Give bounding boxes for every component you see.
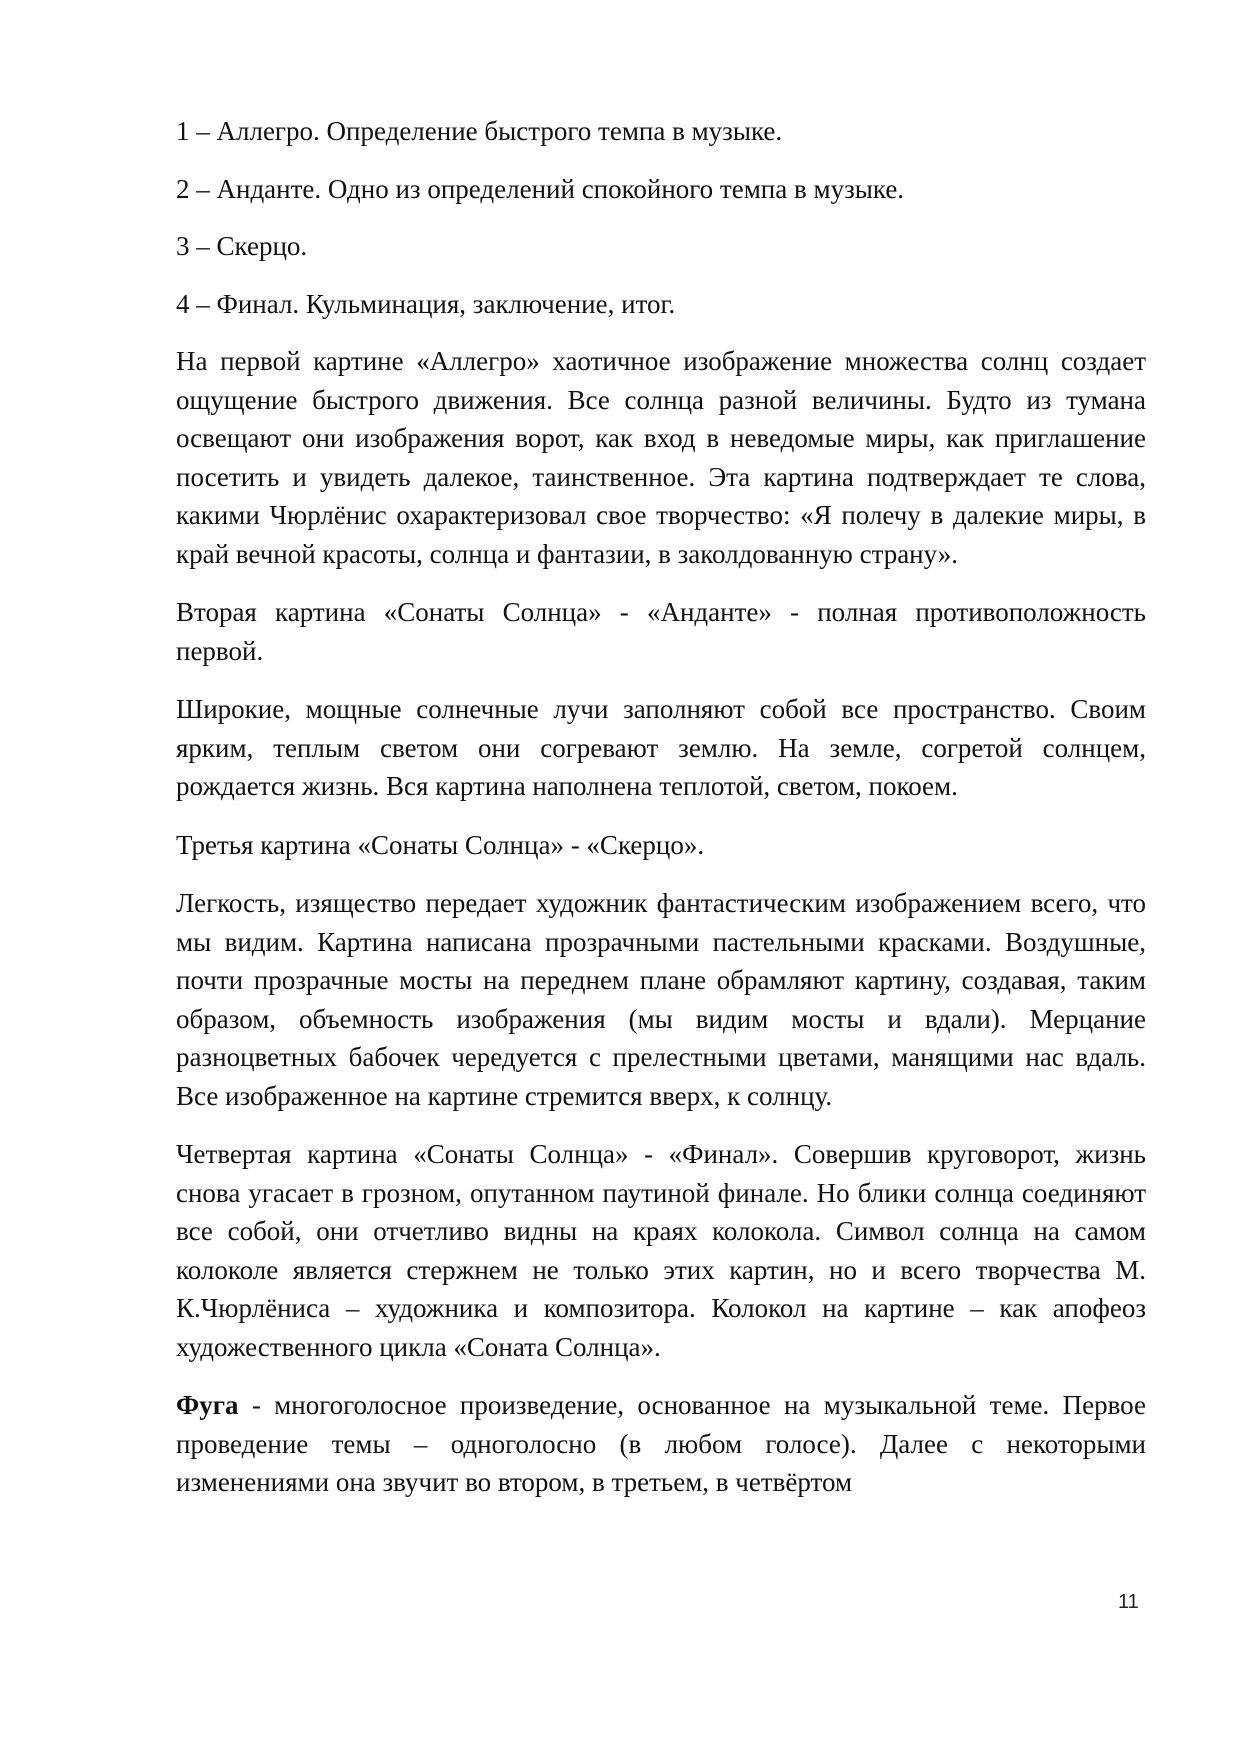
fugue-definition-text: - многоголосное произведение, основанное на музыкальной теме. Первое проведение темы – одноголосно (в любом голосе). Далее с некоторыми изменениями она звучит во втором, в третьем, в четвёртом bbox=[176, 1390, 1146, 1497]
fugue-term: Фуга bbox=[176, 1390, 239, 1420]
paragraph-scherzo-intro: Третья картина «Сонаты Солнца» - «Скерцо». bbox=[176, 829, 705, 860]
paragraph-finale-description: Четвертая картина «Сонаты Солнца» - «Финал». Совершив круговорот, жизнь снова угасает в грозном, опутанном паутиной финале. Но блики солнца соединяют все собой, они отчетливо видны на краях колокола. Символ солнца на самом колоколе является стержнем не только этих картин, но и всего творчества М. К.Чюрлёниса – художника и композитора. Колокол на картине – как апофеоз художественного цикла «Соната Солнца». bbox=[176, 1139, 1146, 1362]
page-body bbox=[176, 112, 1146, 1522]
list-item-finale: 4 – Финал. Кульминация, заключение, итог. bbox=[176, 288, 676, 319]
list-item-scherzo: 3 – Скерцо. bbox=[176, 231, 308, 261]
paragraph-fugue-definition bbox=[176, 1386, 1146, 1502]
paragraph-allegro-description: На первой картине «Аллегро» хаотичное изображение множества солнц создает ощущение быстрого движения. Все солнца разной величины. Будто из тумана освещают они изображения ворот, как вход в неведомые миры, как приглашение посетить и увидеть далекое, таинственное. Эта картина подтверждает те слова, какими Чюрлёнис охарактеризовал свое творчество: «Я полечу в далекие миры, в край вечной красоты, солнца и фантазии, в заколдованную страну». bbox=[176, 346, 1146, 569]
paragraph-andante-intro: Вторая картина «Сонаты Солнца» - «Анданте» - полная противоположность первой. bbox=[176, 597, 1146, 666]
paragraph-andante-description: Широкие, мощные солнечные лучи заполняют собой все пространство. Своим ярким, теплым светом они согревают землю. На земле, согретой солнцем, рождается жизнь. Вся картина наполнена теплотой, светом, покоем. bbox=[176, 694, 1146, 801]
list-item-andante: 2 – Анданте. Одно из определений спокойного темпа в музыке. bbox=[176, 173, 905, 204]
paragraph-scherzo-description: Легкость, изящество передает художник фантастическим изображением всего, что мы видим. Картина написана прозрачными пастельными красками. Воздушные, почти прозрачные мосты на переднем плане обрамляют картину, создавая, таким образом, объемность изображения (мы видим мосты и вдали). Мерцание разноцветных бабочек чередуется с прелестными цветами, манящими нас вдаль. Все изображенное на картине стремится вверх, к солнцу. bbox=[176, 888, 1146, 1111]
page-number: 11 bbox=[1118, 1591, 1139, 1613]
list-item-allegro: 1 – Аллегро. Определение быстрого темпа в музыке. bbox=[176, 116, 783, 146]
